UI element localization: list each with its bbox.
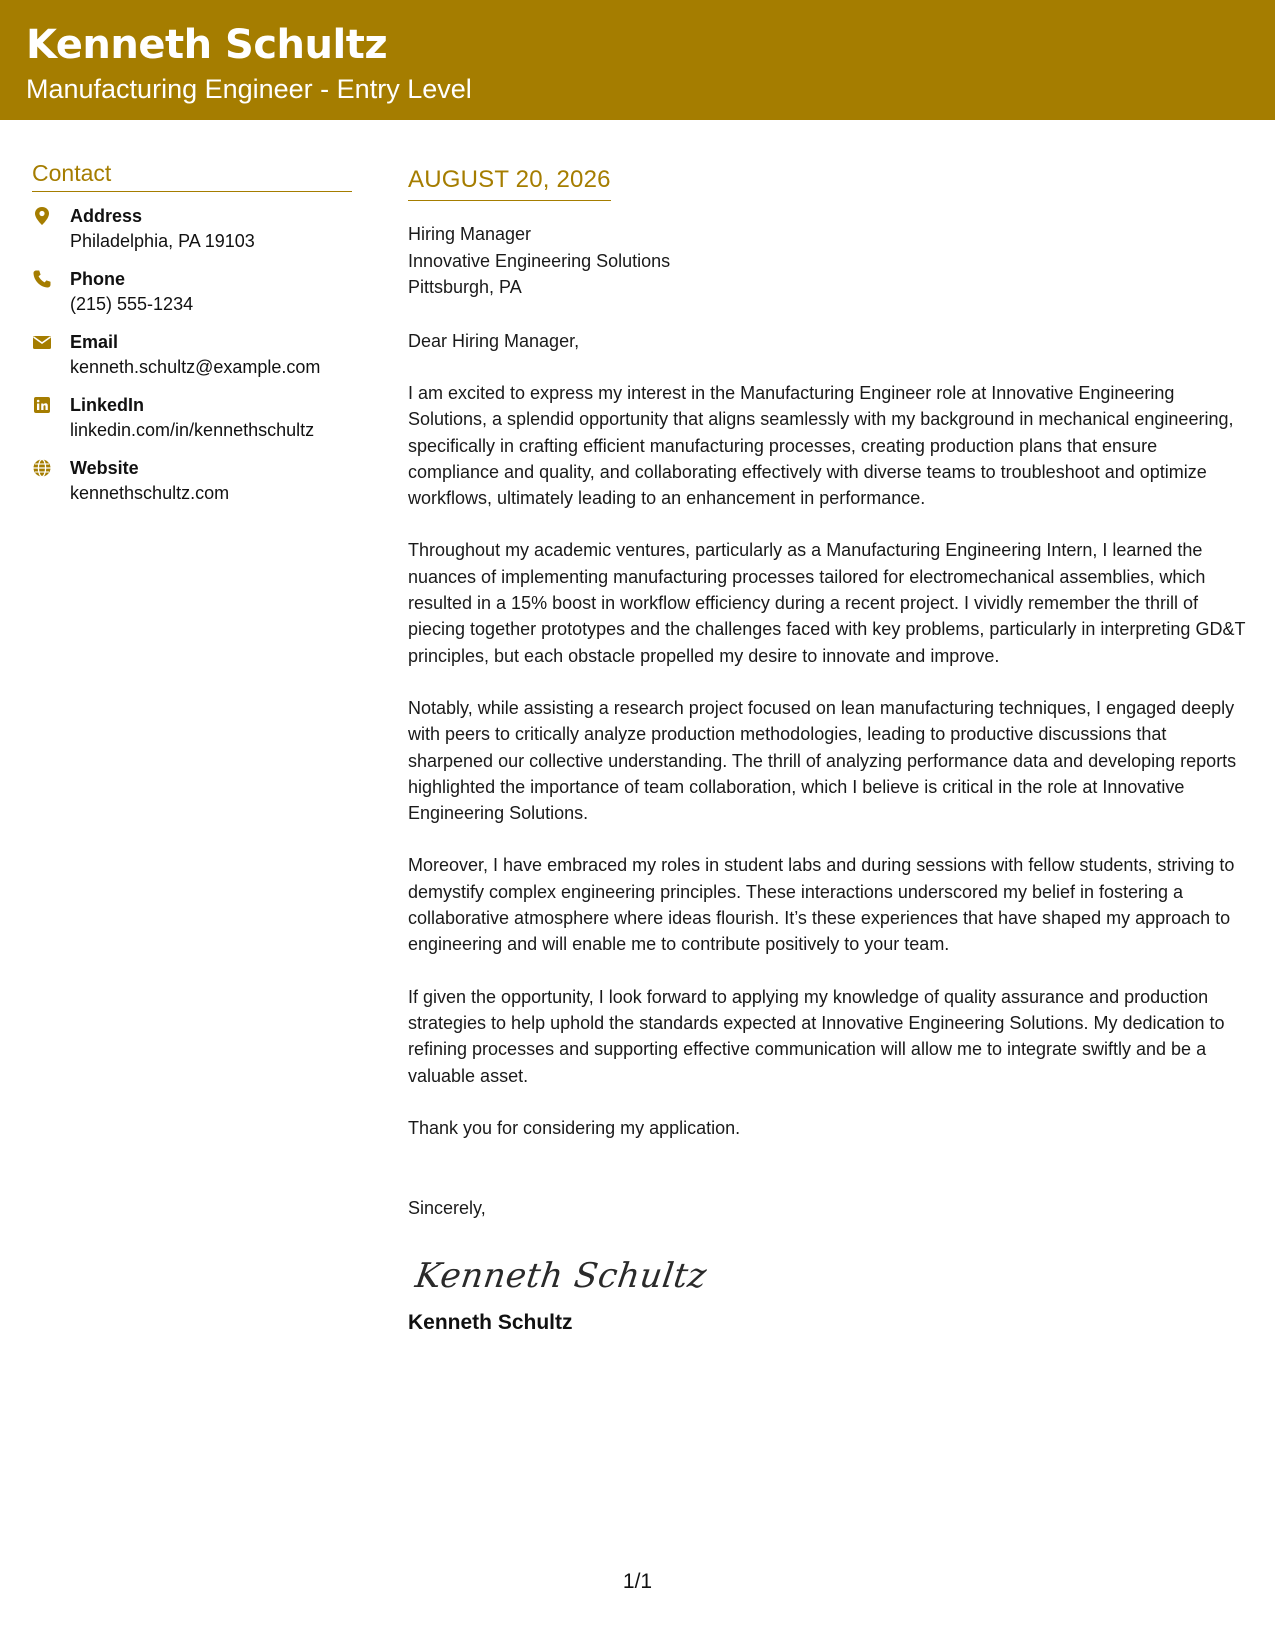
letter-paragraph: Throughout my academic ventures, particularly as a Manufacturing Engineering Intern, I learned the nuances of implementing manufacturing processes tailored for electromechanical assemblies, which resulted in a 15% boost in workflow efficiency during a recent project. I vividly remember the thrill of piecing together prototypes and the challenges faced with key problems, particularly in interpreting GD&T principles, but each obstacle propelled my desire to innovate and improve. — [408, 540, 1246, 666]
letter-paragraph: If given the opportunity, I look forward to applying my knowledge of quality assurance and production strategies to help uphold the standards expected at Innovative Engineering Solutions. My dedication to refining processes and supporting effective communication will allow me to integrate swiftly and be a valuable asset. — [408, 986, 1225, 1086]
letter-body — [408, 166, 1253, 1335]
linkedin-value: linkedin.com/in/kennethschultz — [70, 420, 315, 440]
letter-date: AUGUST 20, 2026 — [408, 166, 611, 201]
signer-name: Kenneth Schultz — [408, 1311, 573, 1335]
address-value: Philadelphia, PA 19103 — [70, 231, 255, 251]
letter-paragraph: Notably, while assisting a research project focused on lean manufacturing techniques, I engaged deeply with peers to critically analyze production methodologies, leading to productive discussions that sharpened our collective understanding. The thrill of analyzing performance data and developing reports highlighted the importance of team collaboration, which I believe is critical in the role at Innovative Engineering Solutions. — [408, 697, 1237, 824]
candidate-name: Kenneth Schultz — [26, 22, 388, 68]
recipient-line: Hiring Manager — [408, 224, 532, 244]
contact-phone — [32, 267, 352, 317]
linkedin-icon — [32, 393, 70, 415]
website-label: Website — [70, 458, 139, 478]
closing: Sincerely, — [408, 1198, 486, 1219]
phone-icon — [32, 267, 70, 289]
letter-paragraph: I am excited to express my interest in the Manufacturing Engineer role at Innovative Engineering Solutions, a splendid opportunity that aligns seamlessly with my background in mechanical engineering, specifically in crafting efficient manufacturing processes, creating production plans that ensure compliance and quality, and collaborating effectively with diverse teams to troubleshoot and optimize workflows, ultimately leading to an enhancement in performance. — [408, 383, 1234, 509]
contact-website — [32, 456, 352, 506]
website-value: kennethschultz.com — [70, 483, 230, 503]
signature-text: Kenneth Schultz — [412, 1256, 710, 1297]
contact-email — [32, 330, 352, 380]
phone-label: Phone — [70, 269, 126, 289]
letter-paragraph: Moreover, I have embraced my roles in student labs and during sessions with fellow students, striving to demystify complex engineering principles. These interactions underscored my belief in fostering a collaborative atmosphere where ideas flourish. It’s these experiences that have shaped my approach to engineering and will enable me to contribute positively to your team. — [408, 855, 1235, 955]
recipient-line: Pittsburgh, PA — [408, 277, 522, 297]
address-label: Address — [70, 206, 143, 226]
envelope-icon — [32, 330, 70, 352]
job-title: Manufacturing Engineer - Entry Level — [26, 74, 472, 104]
contact-linkedin — [32, 393, 352, 443]
page-number: 1/1 — [622, 1570, 653, 1593]
contact-address — [32, 204, 352, 254]
map-pin-icon — [32, 204, 70, 226]
email-label: Email — [70, 332, 119, 352]
recipient-block — [408, 221, 1253, 301]
email-value: kenneth.schultz@example.com — [70, 357, 321, 377]
salutation: Dear Hiring Manager, — [408, 330, 580, 351]
header-banner — [0, 0, 1275, 120]
linkedin-label: LinkedIn — [70, 395, 145, 415]
contact-sidebar — [32, 160, 352, 519]
letter-paragraph: Thank you for considering my application. — [408, 1117, 741, 1138]
handwritten-signature — [414, 1245, 1253, 1307]
globe-icon — [32, 456, 70, 478]
recipient-line: Innovative Engineering Solutions — [408, 250, 671, 271]
phone-value: (215) 555-1234 — [70, 294, 194, 314]
contact-heading: Contact — [32, 160, 352, 192]
